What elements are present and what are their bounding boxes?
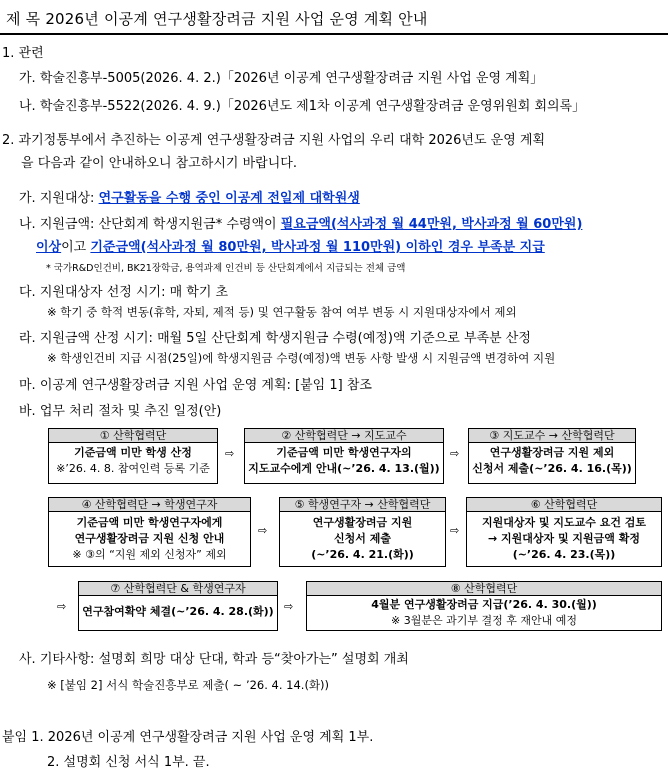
flow-step-3 (468, 428, 636, 484)
item-na-mid: 이고 (61, 240, 91, 255)
flow-step-5-text2: 신청서 제출 (334, 532, 391, 545)
item-ga (19, 187, 360, 206)
flow-arrow-icon: ⇨ (450, 447, 460, 460)
flow-arrow-icon: ⇨ (225, 447, 235, 460)
reference-a: 가. 학술진흥부-5005(2026. 4. 2.)「2026년 이공계 연구생활장려금 지원 사업 운영 계획」 (19, 71, 544, 86)
flow-step-1-note: ※’26. 4. 8. 참여인력 등록 기준 (56, 462, 210, 475)
item-da: 다. 지원대상자 선정 시기: 매 학기 초 (19, 285, 229, 300)
flow-step-8-text: 4월분 연구생활장려금 지급(’26. 4. 30.(월)) (371, 598, 597, 611)
section2-line2: 을 다음과 같이 안내하오니 참고하시기 바랍니다. (21, 156, 297, 171)
reference-b: 나. 학술진흥부-5522(2026. 4. 9.)「2026년도 제1차 이공계 연구생활장려금 운영위원회 회의록」 (19, 99, 586, 114)
item-sa-note: ※ [붙임 2] 서식 학술진흥부로 제출( ~ ’26. 4. 14.(화)) (47, 678, 330, 692)
item-na-line2 (36, 236, 545, 255)
flow-arrow-icon: ⇨ (450, 524, 460, 537)
flow-step-4 (48, 497, 251, 567)
item-ba: 바. 업무 처리 절차 및 추진 일정(안) (19, 404, 222, 419)
flow-step-3-date: 신청서 제출(~’26. 4. 16.(목)) (472, 462, 632, 475)
attachment-1: 붙임 1. 2026년 이공계 연구생활장려금 지원 사업 운영 계획 1부. (2, 730, 374, 745)
flow-step-5-text: 연구생활장려금 지원 (312, 516, 413, 529)
required-amount: 필요금액(석사과정 월 44만원, 박사과정 월 60만원) (280, 217, 583, 232)
flow-step-2-text: 기준금액 미만 학생연구자의 (276, 446, 412, 459)
flow-arrow-icon: ⇨ (258, 524, 268, 537)
flow-step-2-header: ② 산학협력단 → 지도교수 (245, 429, 443, 443)
flow-step-5-header: ⑤ 학생연구자 → 산학협력단 (280, 498, 445, 512)
flow-step-1-text: 기준금액 미만 학생 산정 (74, 446, 192, 459)
flow-step-4-text: 기준금액 미만 학생연구자에게 (76, 516, 223, 529)
flow-step-8-header: ⑧ 산학협력단 (307, 582, 661, 596)
item-ga-label: 가. 지원대상: (19, 191, 99, 206)
item-na-label: 나. 지원금액: 산단회계 학생지원금* 수령액이 (19, 217, 281, 232)
flow-step-3-header: ③ 지도교수 → 산학협력단 (469, 429, 635, 443)
flow-step-7 (78, 581, 278, 631)
flow-step-8 (306, 581, 662, 631)
flow-step-1 (48, 428, 218, 484)
attachment-2: 2. 설명회 신청 서식 1부. 끝. (47, 755, 210, 770)
flow-step-4-note: ※ ③의 “지원 제외 신청자” 제외 (72, 548, 227, 561)
support-target: 연구활동을 수행 중인 이공계 전일제 대학원생 (98, 191, 360, 206)
flow-step-4-text2: 연구생활장려금 지원 신청 안내 (74, 532, 225, 545)
flow-step-6-text: 지원대상자 및 지도교수 요건 검토 (481, 516, 647, 529)
item-na (19, 213, 582, 232)
required-amount-suffix: 이상 (36, 240, 62, 255)
flow-step-5-date: (~’26. 4. 21.(화)) (311, 548, 414, 561)
base-amount: 기준금액(석사과정 월 80만원, 박사과정 월 110만원) 이하인 경우 부족분 지급 (90, 240, 545, 255)
flow-step-1-header: ① 산학협력단 (49, 429, 217, 443)
item-ra: 라. 지원금액 산정 시기: 매월 5일 산단회계 학생지원금 수령(예정)액 기준으로 부족분 산정 (19, 331, 531, 346)
flow-arrow-icon: ⇨ (284, 600, 294, 613)
flow-step-7-header: ⑦ 산학협력단 & 학생연구자 (79, 582, 277, 596)
flow-step-6-header: ⑥ 산학협력단 (467, 498, 661, 512)
flow-step-8-note: ※ 3월분은 과기부 결정 후 재안내 예정 (391, 614, 577, 627)
flow-step-6-date: (~’26. 4. 23.(목)) (512, 548, 616, 561)
item-ra-note: ※ 학생인건비 지급 시점(25일)에 학생지원금 수령(예정)액 변동 사항 발생 시 지원금액 변경하여 지원 (47, 351, 556, 365)
flow-step-6 (466, 497, 662, 567)
item-ma: 마. 이공계 연구생활장려금 지원 사업 운영 계획: [붙임 1] 참조 (19, 378, 372, 393)
flow-step-2-date: 지도교수에게 안내(~’26. 4. 13.(월)) (248, 462, 440, 475)
flow-step-6-text2: → 지원대상자 및 지원금액 확정 (487, 532, 641, 545)
flow-step-7-text: 연구참여확약 체결(~’26. 4. 28.(화)) (82, 605, 274, 618)
flow-step-5 (279, 497, 446, 567)
amount-footnote: * 국가R&D인건비, BK21장학금, 용역과제 인건비 등 산단회계에서 지급되는 전체 금액 (46, 263, 406, 274)
item-sa: 사. 기타사항: 설명회 희망 대상 단대, 학과 등“찾아가는” 설명회 개최 (19, 652, 409, 667)
section1-heading: 1. 관련 (2, 46, 44, 61)
flow-step-4-header: ④ 산학협력단 → 학생연구자 (49, 498, 250, 512)
item-da-note: ※ 학기 중 학적 변동(휴학, 자퇴, 제적 등) 및 연구활동 참여 여부 변동 시 지원대상자에서 제외 (47, 305, 517, 319)
flow-arrow-icon: ⇨ (57, 600, 67, 613)
title-divider (0, 33, 668, 35)
page-title: 제 목 2026년 이공계 연구생활장려금 지원 사업 운영 계획 안내 (6, 10, 428, 28)
flow-step-3-text: 연구생활장려금 지원 제외 (489, 446, 615, 459)
flow-step-2 (244, 428, 444, 484)
section2-line1: 2. 과기정통부에서 추진하는 이공계 연구생활장려금 지원 사업의 우리 대학 2026년도 운영 계획 (2, 133, 546, 148)
